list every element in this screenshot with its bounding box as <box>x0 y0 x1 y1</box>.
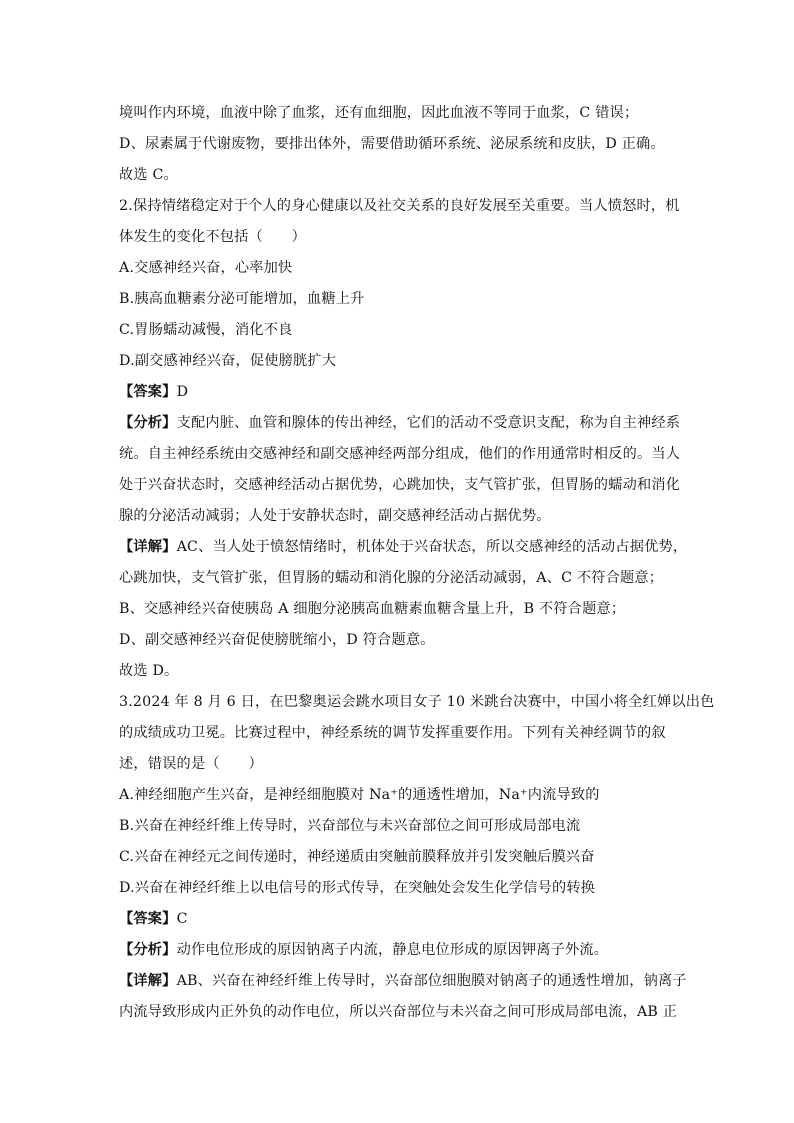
option-a: A.交感神经兴奋，心率加快 <box>119 260 293 276</box>
analysis-line <box>119 413 679 433</box>
text-line: D、尿素属于代谢废物，要排出体外，需要借助循环系统、泌尿系统和皮肤，D 正确。 <box>119 136 665 152</box>
text-line: 故选 C。 <box>119 167 178 183</box>
question-3-stem: 的成绩成功卫冕。比赛过程中，神经系统的调节发挥重要作用。下列有关神经调节的叙 <box>119 725 666 741</box>
analysis-text: 动作电位形成的原因钠离子内流，静息电位形成的原因钾离子外流。 <box>176 942 609 958</box>
answer-tag: 【答案】 <box>119 384 177 400</box>
option-b: B.胰高血糖素分泌可能增加，血糖上升 <box>119 291 365 307</box>
detail-text: AC、当人处于愤怒情绪时，机体处于兴奋状态，所以交感神经的活动占据优势， <box>176 539 688 555</box>
option-d: D.副交感神经兴奋，促使膀胱扩大 <box>119 353 337 369</box>
text-line: 内流导致形成内正外负的动作电位，所以兴奋部位与未兴奋之间可形成局部电流，AB 正 <box>119 1004 678 1020</box>
text-line: B、交感神经兴奋使胰岛 A 细胞分泌胰高血糖素血糖含量上升，B 不符合题意； <box>119 601 626 617</box>
text-line: 故选 D。 <box>119 663 179 679</box>
detail-tag: 【详解】 <box>119 539 177 555</box>
text-line: 处于兴奋状态时，交感神经活动占据优势，心跳加快，支气管扩张，但胃肠的蠕动和消化 <box>119 477 681 493</box>
detail-text: AB、兴奋在神经纤维上传导时，兴奋部位细胞膜对钠离子的通透性增加，钠离子 <box>176 973 687 989</box>
question-3-stem: 述，错误的是（ ） <box>119 756 263 772</box>
answer-value: C <box>176 911 188 927</box>
analysis-tag: 【分析】 <box>119 415 177 431</box>
option-c: C.兴奋在神经元之间传递时，神经递质由突触前膜释放并引发突触后膜兴奋 <box>119 849 595 865</box>
analysis-text: 支配内脏、血管和腺体的传出神经，它们的活动不受意识支配，称为自主神经系 <box>176 415 681 431</box>
option-b: B.兴奋在神经纤维上传导时，兴奋部位与未兴奋部位之间可形成局部电流 <box>119 818 581 834</box>
answer-tag: 【答案】 <box>119 911 177 927</box>
text-line: 境叫作内环境，血液中除了血浆，还有血细胞，因此血液不等同于血浆，C 错误； <box>119 105 639 121</box>
option-d: D.兴奋在神经纤维上以电信号的形式传导，在突触处会发生化学信号的转换 <box>119 880 596 896</box>
question-2-stem: 体发生的变化不包括（ ） <box>119 229 307 245</box>
answer-line <box>119 909 679 929</box>
answer-value: D <box>176 384 189 400</box>
question-3-stem: 3.2024 年 8 月 6 日，在巴黎奥运会跳水项目女子 10 米跳台决赛中，中国小将全红婵以出色 <box>119 694 715 710</box>
text-line: 统。自主神经系统由交感神经和副交感神经两部分组成，他们的作用通常时相反的。当人 <box>119 446 681 462</box>
analysis-tag: 【分析】 <box>119 942 177 958</box>
text-line: 腺的分泌活动减弱；人处于安静状态时，副交感神经活动占据优势。 <box>119 508 551 524</box>
detail-line <box>119 971 687 991</box>
option-a: A.神经细胞产生兴奋，是神经细胞膜对 Na⁺的通透性增加，Na⁺内流导致的 <box>119 787 600 803</box>
analysis-line <box>119 940 679 960</box>
answer-line <box>119 382 679 402</box>
option-c: C.胃肠蠕动减慢，消化不良 <box>119 322 293 338</box>
detail-tag: 【详解】 <box>119 973 177 989</box>
text-line: D、副交感神经兴奋促使膀胱缩小，D 符合题意。 <box>119 632 435 648</box>
question-2-stem: 2.保持情绪稳定对于个人的身心健康以及社交关系的良好发展至关重要。当人愤怒时，机 <box>119 198 680 214</box>
text-line: 心跳加快，支气管扩张，但胃肠的蠕动和消化腺的分泌活动减弱，A、C 不符合题意； <box>119 570 664 586</box>
detail-line <box>119 537 688 557</box>
